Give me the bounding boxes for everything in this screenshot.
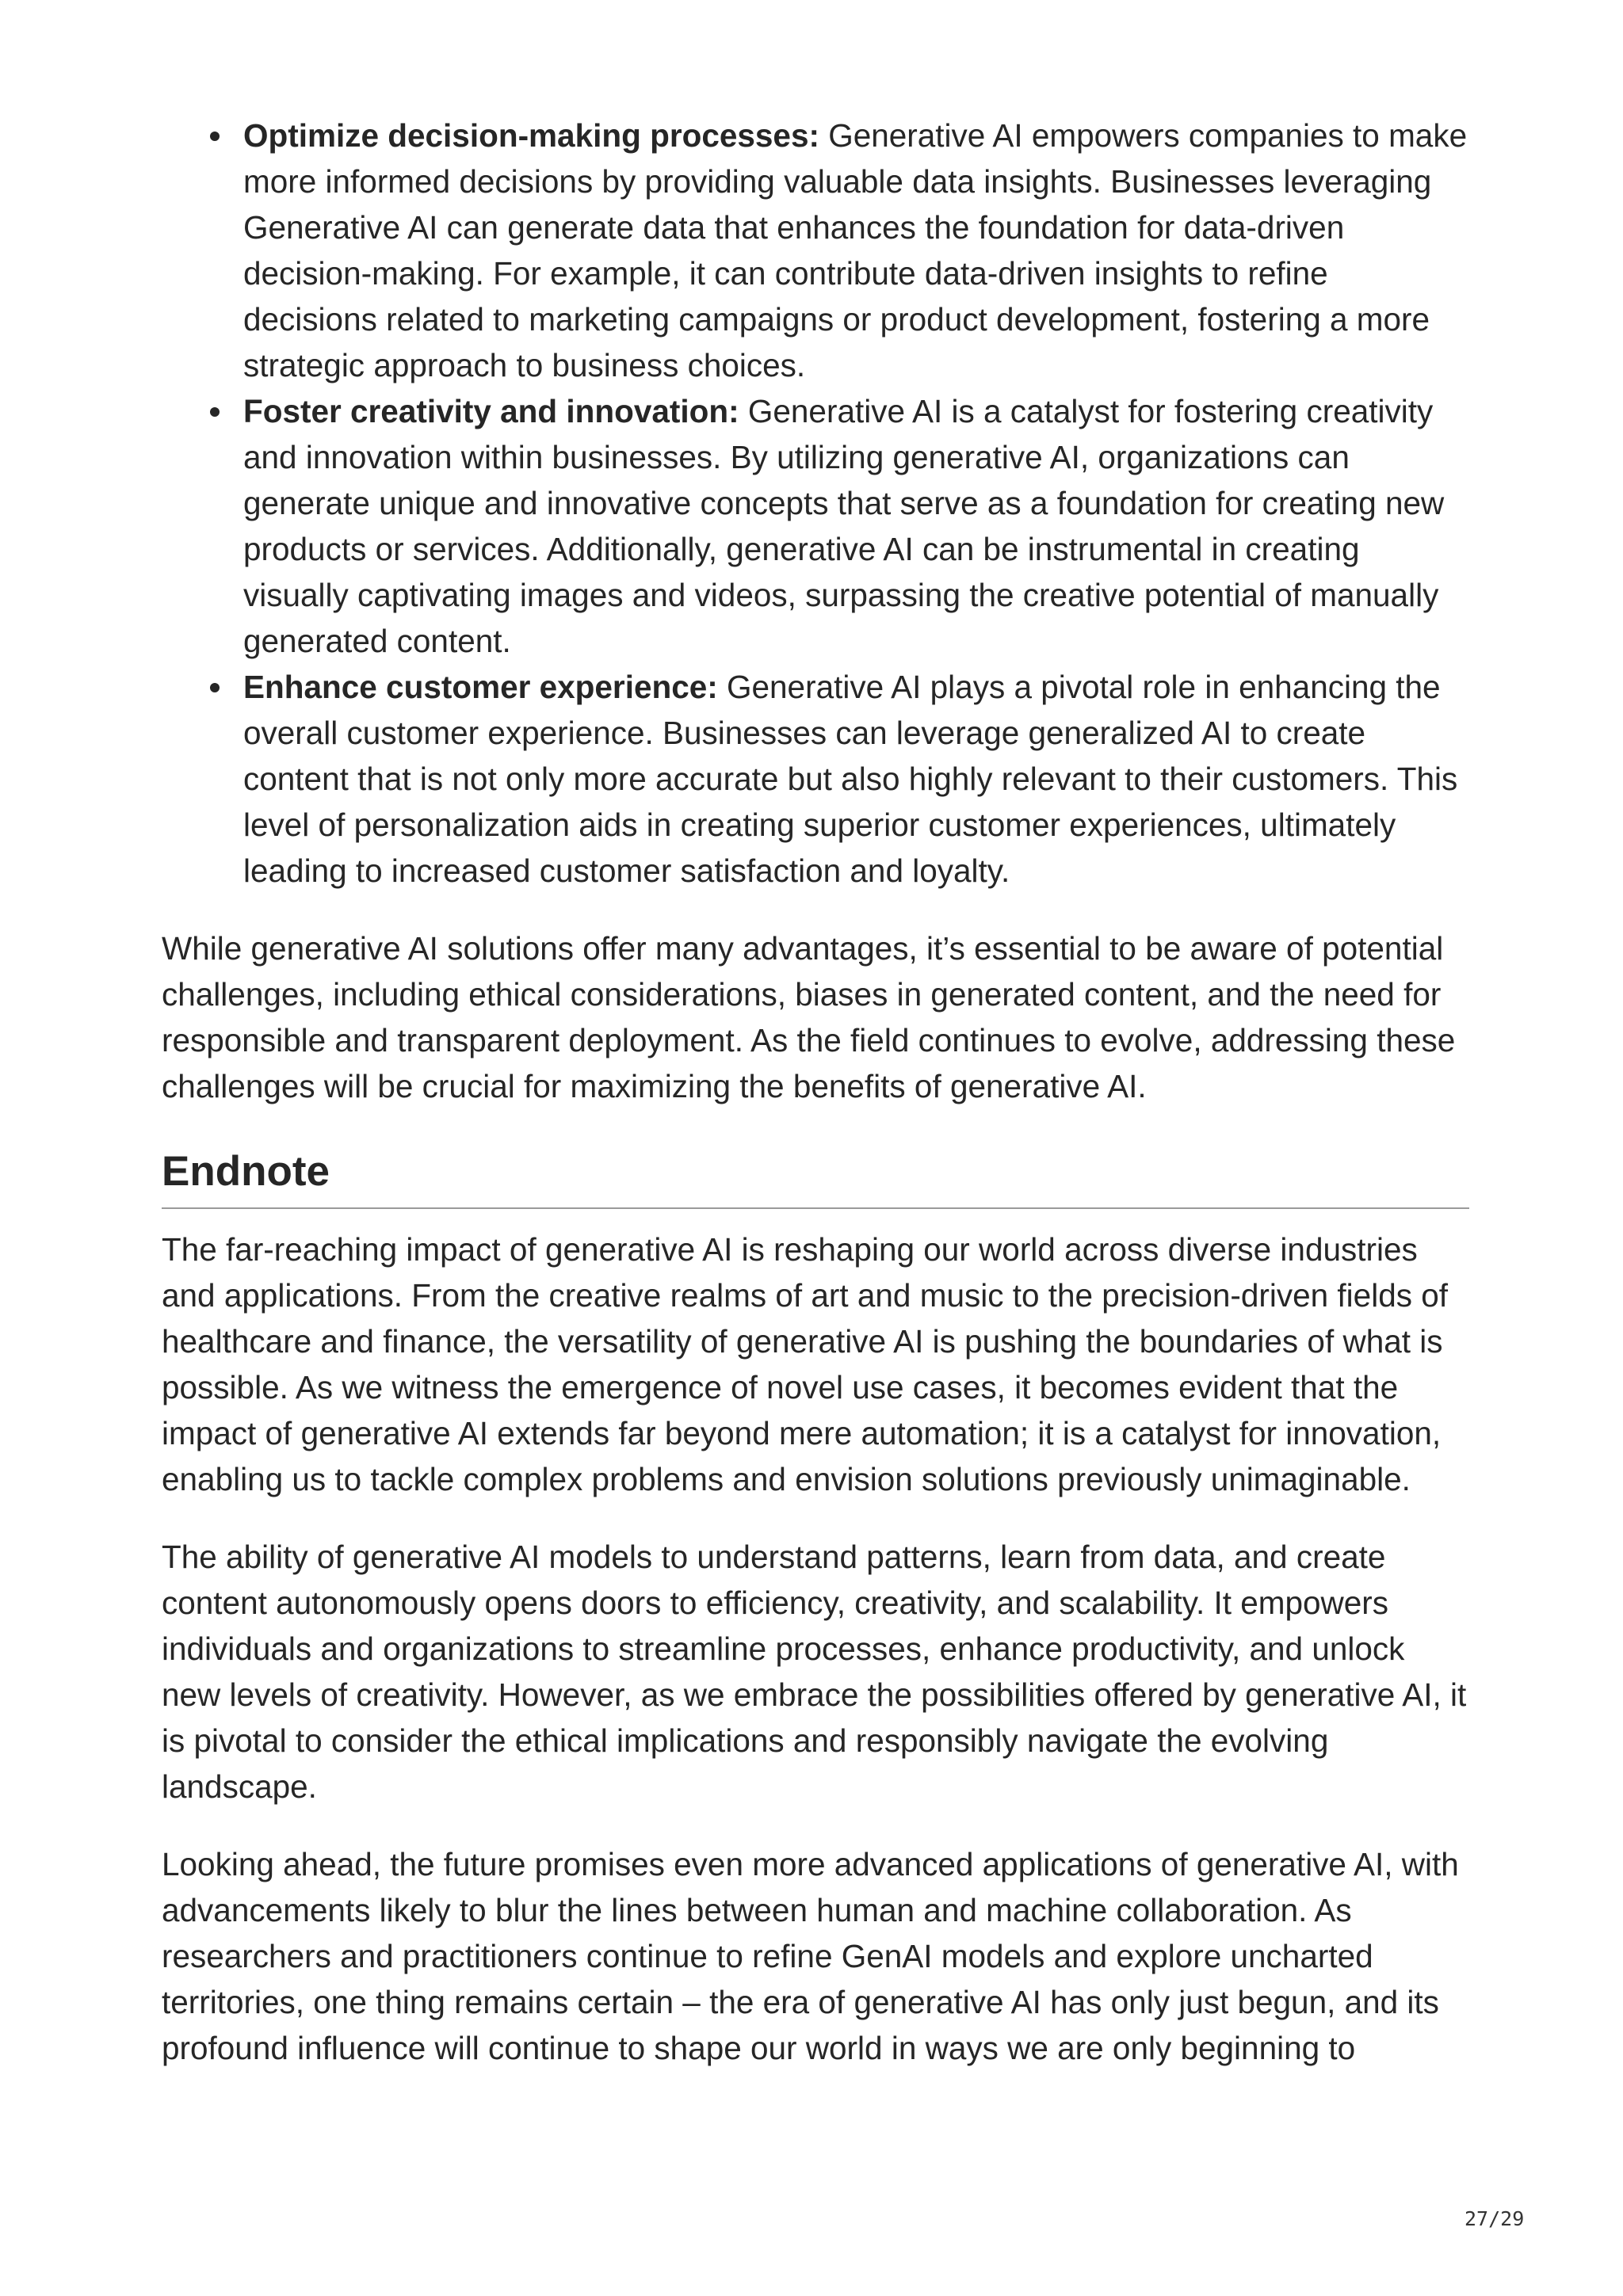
article-body xyxy=(162,113,1469,2071)
bullet-icon xyxy=(210,132,220,141)
list-item-title: Foster creativity and innovation: xyxy=(243,393,739,429)
list-item-title: Optimize decision-making processes: xyxy=(243,117,819,154)
bullet-icon xyxy=(210,407,220,417)
challenges-paragraph: While generative AI solutions offer many advantages, it’s essential to be aware of potential challenges, including ethical considerations, biases in generated content, and the need for responsible and transparent deployment. As the field continues to evolve, addressing these challenges will be crucial for maximizing the benefits of generative AI. xyxy=(162,930,1456,1104)
endnote-paragraph-2: The ability of generative AI models to understand patterns, learn from data, and create content autonomously opens doors to efficiency, creativity, and scalability. It empowers individuals and organizations to streamline processes, enhance productivity, and unlock new levels of creativity. However, as we embrace the possibilities offered by generative AI, it is pivotal to consider the ethical implications and responsibly navigate the evolving landscape. xyxy=(162,1539,1467,1805)
page-number: 27/29 xyxy=(1465,2207,1525,2230)
list-item xyxy=(243,113,1469,388)
list-item xyxy=(243,388,1469,664)
benefits-list xyxy=(162,113,1469,894)
list-item-text: Generative AI empowers companies to make more informed decisions by providing valuable data insights. Businesses leveraging Generative AI can generate data that enhances the foundation for data-driven decision-making. For example, it can contribute data-driven insights to refine decisions related to marketing campaigns or product development, fostering a more strategic approach to business choices. xyxy=(243,117,1468,383)
list-item-title: Enhance customer experience: xyxy=(243,669,718,705)
endnote-paragraph-3: Looking ahead, the future promises even more advanced applications of generative AI, with advancements likely to blur the lines between human and machine collaboration. As researchers and practitioners continue to refine GenAI models and explore uncharted territories, one thing remains certain – the era of generative AI has only just begun, and its profound influence will continue to shape our world in ways we are only beginning to xyxy=(162,1846,1459,2066)
list-item xyxy=(243,664,1469,894)
list-item-text: Generative AI plays a pivotal role in enhancing the overall customer experience. Businesses can leverage generalized AI to create content that is not only more accurate but also highly relevant to their customers. This level of personalization aids in creating superior customer experiences, ultimately leading to increased customer satisfaction and loyalty. xyxy=(243,669,1458,889)
section-heading-endnote: Endnote xyxy=(162,1146,1469,1209)
list-item-text: Generative AI is a catalyst for fostering creativity and innovation within businesses. By utilizing generative AI, organizations can generate unique and innovative concepts that serve as a foundation for creating new products or services. Additionally, generative AI can be instrumental in creating visually captivating images and videos, surpassing the creative potential of manually generated content. xyxy=(243,393,1445,659)
bullet-icon xyxy=(210,683,220,692)
endnote-paragraph-1: The far-reaching impact of generative AI is reshaping our world across diverse industries and applications. From the creative realms of art and music to the precision-driven fields of healthcare and finance, the versatility of generative AI is pushing the boundaries of what is possible. As we witness the emergence of novel use cases, it becomes evident that the impact of generative AI extends far beyond mere automation; it is a catalyst for innovation, enabling us to tackle complex problems and envision solutions previously unimaginable. xyxy=(162,1231,1449,1497)
